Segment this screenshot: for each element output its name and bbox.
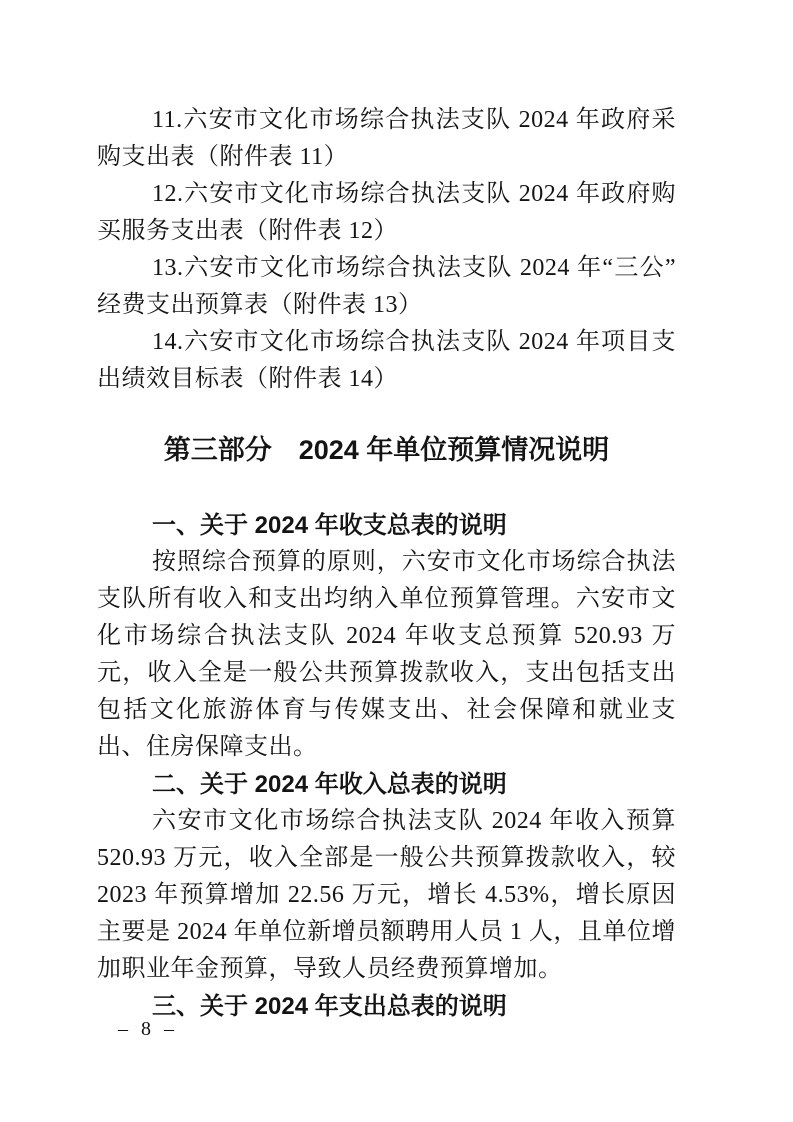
page-number: – 8 – [118, 1018, 178, 1040]
section-paragraph-income-expense: 按照综合预算的原则，六安市文化市场综合执法支队所有收入和支出均纳入单位预算管理。六安市文化市场综合执法支队 2024 年收支总预算 520.93 万元，收入全是一般公共预算拨款收入，支出包括支出包括文化旅游体育与传媒支出、社会保障和就业支出、住房保障支出。 [97, 549, 676, 760]
page-content [97, 102, 676, 1025]
section-heading-income-expense: 一、关于 2024 年收支总表的说明 [152, 512, 507, 539]
attachment-list-item-12: 12.六安市文化市场综合执法支队 2024 年政府购买服务支出表（附件表 12） [97, 181, 676, 244]
attachment-list-item-14: 14.六安市文化市场综合执法支队 2024 年项目支出绩效目标表（附件表 14） [97, 329, 676, 392]
section-heading-expenditure: 三、关于 2024 年支出总表的说明 [152, 993, 507, 1020]
part-three-title: 第三部分 2024 年单位预算情况说明 [163, 435, 610, 465]
attachment-list-item-11: 11.六安市文化市场综合执法支队 2024 年政府采购支出表（附件表 11） [97, 107, 676, 170]
section-paragraph-income: 六安市文化市场综合执法支队 2024 年收入预算 520.93 万元，收入全部是一般公共预算拨款收入，较 2023 年预算增加 22.56 万元，增长 4.53%，增长原因主要是 2024 年单位新增员额聘用人员 1 人，且单位增加职业年金预算，导致人员经费预算增加。 [97, 808, 676, 982]
section-heading-income: 二、关于 2024 年收入总表的说明 [152, 771, 507, 798]
attachment-list-item-13: 13.六安市文化市场综合执法支队 2024 年“三公”经费支出预算表（附件表 13） [97, 255, 676, 318]
